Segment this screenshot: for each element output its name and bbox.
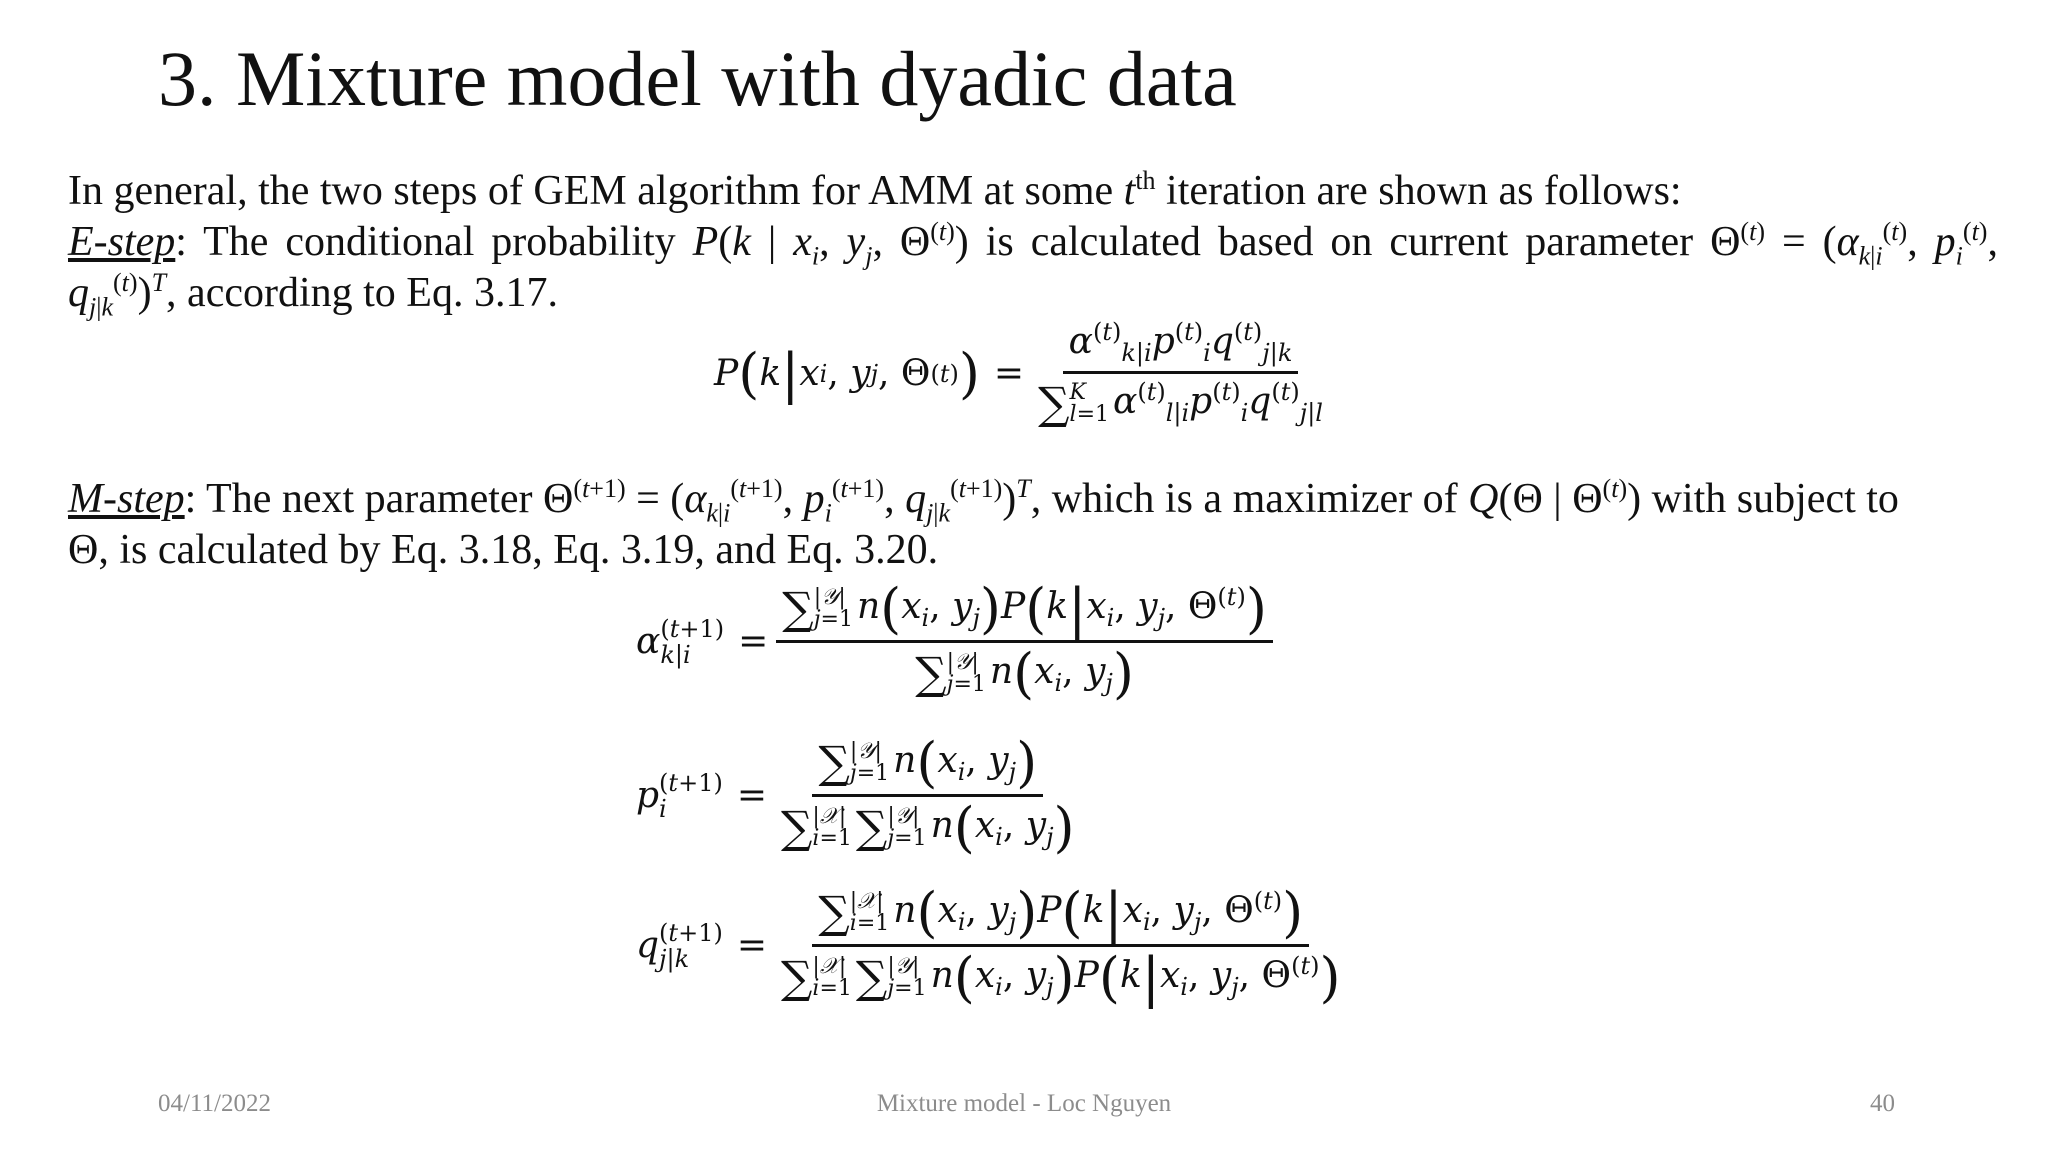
intro-text: In general, the two steps of GEM algorithm for AMM at some — [68, 168, 1114, 214]
equation-3-20: q (t+1) j|k = ∑ |𝒳| i=1 $n(x_i$, $y_j)P(k|x_i$, $y_j$, $\Theta^{(t)}$) ∑ |𝒳| i=1 ∑ |𝒴| j=1 $n(x_i$, $y_j)P(k|x_i$, $y_j$, $\Theta^{(t)}$) — [636, 881, 1341, 1009]
mstep-label: M-step — [68, 476, 185, 522]
footer-title: Mixture model - Loc Nguyen — [876, 1090, 1172, 1117]
equation-3-18: α (t+1) k|i = ∑ |𝒴| j=1 $n(x_i$, $y_j)P(k|x_i$, $y_j$, $\Theta^{(t)}$) ∑ |𝒴| j=1 $n(x_i$, $y_j$) — [636, 582, 1281, 701]
page-number: 40 — [1870, 1090, 1895, 1117]
intro-tail: iteration are shown as follows: — [1166, 168, 1682, 214]
mstep-text-d: Θ, is calculated by Eq. 3.18, Eq. 3.19, and Eq. 3.20. — [68, 527, 939, 573]
equation-3-17: P ( k | x i , y j , Θ (t) ) = $\alpha^{(t)}_{k|i}p^{(t)}_iq^{(t)}_{j|k}$ ∑ K l=1 $\alpha^{(t)}_{l|i}p^{(t)}_iq^{(t)}_{j|l}$ — [714, 318, 1323, 430]
footer-date: 04/11/2022 — [158, 1090, 271, 1117]
mstep-text-a: : The next parameter — [184, 476, 533, 522]
mstep-text-c: with subject to — [1651, 476, 1899, 522]
mstep-paragraph: M-step: The next parameter $\Theta^{(t+1)} = (\alpha_{k|i}^{(t+1)}$, $p_i^{(t+1)}$, $q_{j|k}^{(t+1)})^T$, which is a maximizer of Q(Θ | $\Theta^{(t)}$) with subject to Θ, is calculated by Eq. 3.18, Eq. 3.19, and Eq. 3.20. — [68, 474, 1899, 573]
estep-label: E-step — [68, 219, 176, 265]
estep-text-b: is calculated based on current parameter — [985, 219, 1694, 265]
intro-paragraph: In general, the two steps of GEM algorithm for AMM at some $t^{th}$ iteration are shown as follows: E-step: The conditional probability P(k | $x_i$, $y_j$, $\Theta^{(t)}$) is calculated based on current parameter $\Theta^{(t)} = (\alpha_{k|i}^{(t)}$, $p_i^{(t)}$, $q_{j|k}^{(t)})^T$, according to Eq. 3.17. — [68, 166, 1998, 322]
mstep-text-b: , which is a maximizer of — [1030, 476, 1458, 522]
estep-text-a: : The conditional probability — [175, 219, 676, 265]
equation-3-19: p (t+1) i = ∑ |𝒴| j=1 $n(x_i$, $y_j$) ∑ |𝒳| i=1 ∑ |𝒴| j=1 $n(x_i$, $y_j$) — [636, 731, 1075, 859]
estep-text-c: , according to Eq. 3.17. — [166, 270, 558, 316]
slide-title: 3. Mixture model with dyadic data — [158, 35, 1237, 122]
